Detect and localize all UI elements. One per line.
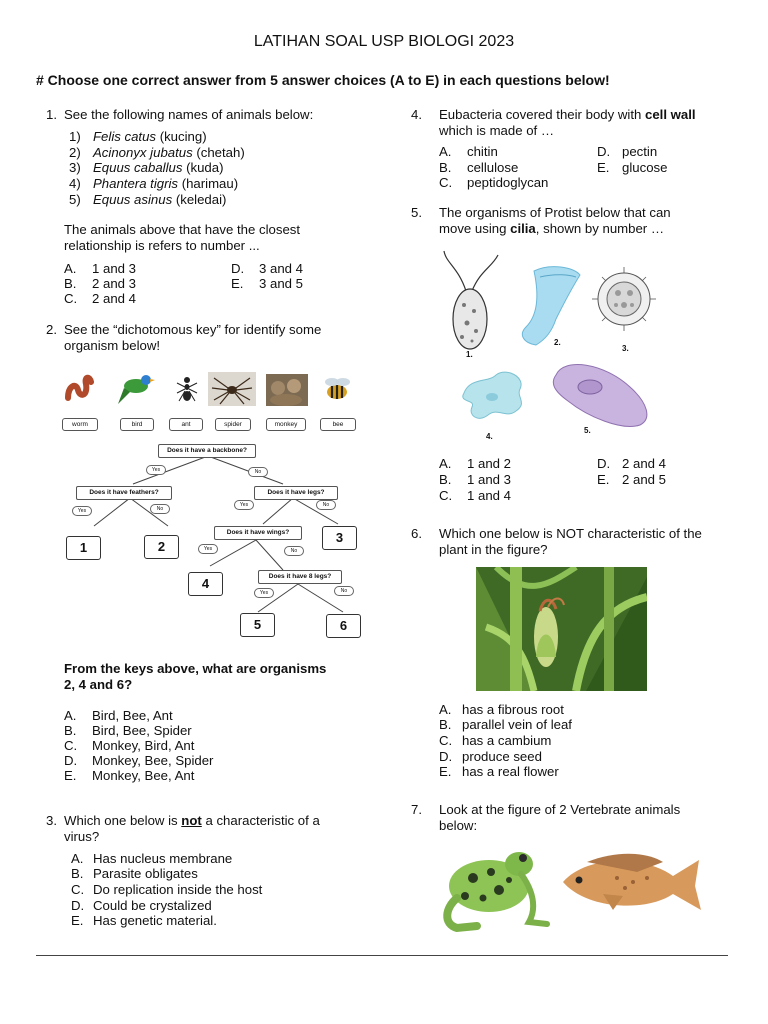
yes-label: Yes	[72, 506, 92, 516]
animal-item: 1) Felis catus (kucing)	[69, 129, 207, 144]
q2-number: 2.	[46, 322, 57, 337]
q4-option-d[interactable]: D. pectin	[597, 144, 658, 159]
q6-option-d[interactable]: D. produce seed	[439, 749, 542, 764]
key-result-2: 2	[144, 535, 179, 559]
animal-item: 4) Phantera tigris (harimau)	[69, 176, 239, 192]
q5-option-b[interactable]: B. 1 and 3	[439, 472, 511, 487]
corn-plant-photo	[476, 567, 647, 691]
q3-option-d[interactable]: D. Could be crystalized	[71, 898, 212, 913]
key-result-6: 6	[326, 614, 361, 638]
protist-label-2: 2.	[554, 338, 561, 347]
q2-option-d[interactable]: D. Monkey, Bee, Spider	[64, 753, 214, 768]
q3-option-b[interactable]: B. Parasite obligates	[71, 866, 198, 881]
protist-label-3: 3.	[622, 344, 629, 353]
animal-item: 5) Equus asinus (keledai)	[69, 191, 227, 207]
q1-animal-list	[69, 129, 245, 207]
organism-label-spider: spider	[215, 418, 251, 431]
no-label: No	[316, 500, 336, 510]
q1-option-b[interactable]: B. 2 and 3	[64, 276, 136, 291]
frog-icon	[447, 852, 547, 928]
q5-number: 5.	[411, 205, 422, 220]
q2-option-e[interactable]: E. Monkey, Bee, Ant	[64, 768, 195, 783]
q1-text: See the following names of animals below:	[64, 107, 314, 122]
q6-option-b[interactable]: B. parallel vein of leaf	[439, 717, 572, 732]
yes-label: Yes	[146, 465, 166, 475]
q4-option-a[interactable]: A. chitin	[439, 144, 498, 159]
q4-number: 4.	[411, 107, 422, 122]
q4-text: Eubacteria covered their body with cell wall which is made of …	[439, 107, 696, 138]
organism-label-ant: ant	[169, 418, 203, 431]
q3-option-e[interactable]: E. Has genetic material.	[71, 913, 217, 928]
key-result-3: 3	[322, 526, 357, 550]
dichotomous-key-figure	[58, 368, 368, 646]
q1-option-c[interactable]: C. 2 and 4	[64, 291, 136, 306]
q3-option-a[interactable]: A. Has nucleus membrane	[71, 851, 233, 866]
organism-label-worm: worm	[62, 418, 98, 431]
key-question-legs: Does it have legs?	[254, 486, 338, 500]
q5-option-e[interactable]: E. 2 and 5	[597, 472, 666, 487]
q4-option-c[interactable]: C. peptidoglycan	[439, 175, 549, 190]
key-result-4: 4	[188, 572, 223, 596]
q2-option-a[interactable]: A. Bird, Bee, Ant	[64, 708, 173, 723]
key-question-backbone: Does it have a backbone?	[158, 444, 256, 458]
q6-number: 6.	[411, 526, 422, 541]
no-label: No	[150, 504, 170, 514]
vertebrate-illustration	[437, 838, 703, 934]
q2-option-c[interactable]: C. Monkey, Bird, Ant	[64, 738, 195, 753]
no-label: No	[248, 467, 268, 477]
q1-option-d[interactable]: D. 3 and 4	[231, 261, 303, 276]
q4-option-e[interactable]: E. glucose	[597, 160, 668, 175]
organism-label-bee: bee	[320, 418, 356, 431]
protist-4-icon	[463, 372, 522, 418]
q7-text: Look at the figure of 2 Vertebrate animals below:	[439, 802, 681, 833]
key-result-5: 5	[240, 613, 275, 637]
q2-question: From the keys above, what are organisms 2, 4 and 6?	[64, 661, 327, 692]
fish-icon	[563, 854, 701, 910]
q3-text: Which one below is not a characteristic of a virus?	[64, 813, 320, 844]
protist-label-4: 4.	[486, 432, 493, 441]
yes-label: Yes	[254, 588, 274, 598]
yes-label: Yes	[234, 500, 254, 510]
q1-option-a[interactable]: A. 1 and 3	[64, 261, 136, 276]
no-label: No	[334, 586, 354, 596]
key-question-feathers: Does it have feathers?	[76, 486, 172, 500]
q7-number: 7.	[411, 802, 422, 817]
protist-label-5: 5.	[584, 426, 591, 435]
q5-text: The organisms of Protist below that can move using cilia, shown by number …	[439, 205, 671, 236]
yes-label: Yes	[198, 544, 218, 554]
q6-text: Which one below is NOT characteristic of the plant in the figure?	[439, 526, 702, 557]
protist-label-1: 1.	[466, 350, 473, 359]
bottom-divider	[36, 955, 728, 956]
key-result-1: 1	[66, 536, 101, 560]
q3-number: 3.	[46, 813, 57, 828]
q3-option-c[interactable]: C. Do replication inside the host	[71, 882, 263, 897]
q5-option-a[interactable]: A. 1 and 2	[439, 456, 511, 471]
q4-option-b[interactable]: B. cellulose	[439, 160, 519, 175]
animal-item: 2) Acinonyx jubatus (chetah)	[69, 144, 245, 160]
q2-text: See the “dichotomous key” for identify some organism below!	[64, 322, 322, 353]
q1-question: The animals above that have the closest relationship is refers to number ...	[64, 222, 301, 253]
key-question-8legs: Does it have 8 legs?	[258, 570, 342, 584]
animal-item: 3) Equus caballus (kuda)	[69, 160, 224, 176]
vertebrate-figure	[437, 838, 703, 934]
corn-plant-illustration	[476, 567, 647, 691]
protist-2-icon	[522, 267, 580, 345]
no-label: No	[284, 546, 304, 556]
organism-label-bird: bird	[120, 418, 154, 431]
q6-option-c[interactable]: C. has a cambium	[439, 733, 552, 748]
q6-option-e[interactable]: E. has a real flower	[439, 764, 559, 779]
q6-option-a[interactable]: A. has a fibrous root	[439, 702, 564, 717]
q2-option-b[interactable]: B. Bird, Bee, Spider	[64, 723, 192, 738]
organism-label-monkey: monkey	[266, 418, 306, 431]
protist-figure	[440, 247, 670, 445]
q1-option-e[interactable]: E. 3 and 5	[231, 276, 303, 291]
protist-1-icon	[444, 251, 498, 349]
q1-number: 1.	[46, 107, 57, 122]
protist-3-icon	[592, 267, 656, 331]
instruction: # Choose one correct answer from 5 answer choices (A to E) in each questions below!	[36, 72, 610, 88]
page-title: LATIHAN SOAL USP BIOLOGI 2023	[253, 33, 515, 50]
q5-option-c[interactable]: C. 1 and 4	[439, 488, 511, 503]
q5-option-d[interactable]: D. 2 and 4	[597, 456, 666, 471]
key-question-wings: Does it have wings?	[214, 526, 302, 540]
protist-5-icon	[553, 365, 647, 427]
